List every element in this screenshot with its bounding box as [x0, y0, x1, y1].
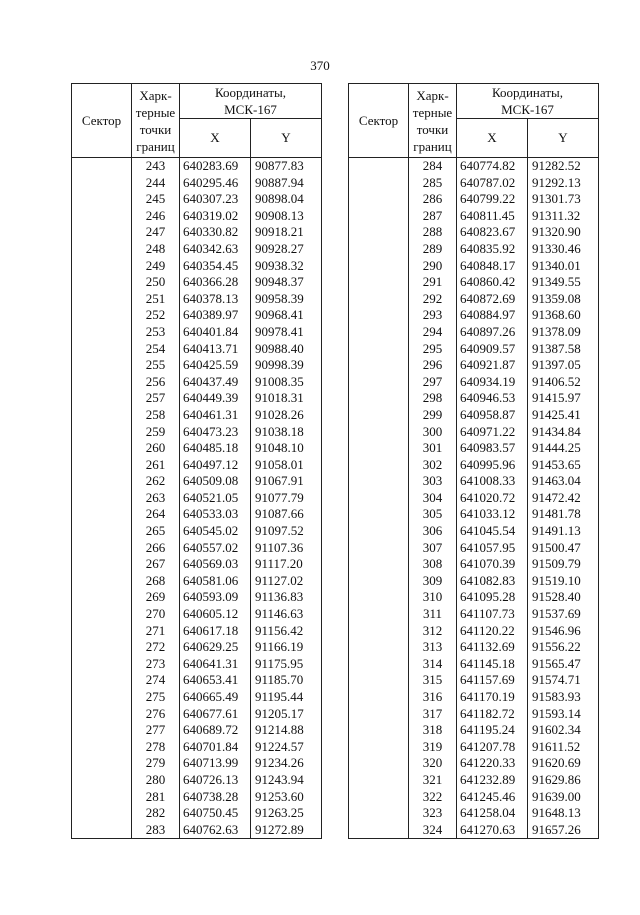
y-coordinate-cell: 91008.35 — [251, 374, 322, 391]
x-coordinate-cell: 640389.97 — [180, 307, 251, 324]
y-coordinate-cell: 91593.14 — [528, 706, 599, 723]
x-coordinate-cell: 640811.45 — [457, 208, 528, 225]
x-coordinate-cell: 640897.26 — [457, 324, 528, 341]
x-coordinate-cell: 640665.49 — [180, 689, 251, 706]
y-coordinate-cell: 90928.27 — [251, 241, 322, 258]
point-number-cell: 281 — [132, 789, 180, 806]
point-number-cell: 286 — [409, 191, 457, 208]
point-number-cell: 266 — [132, 540, 180, 557]
point-number-cell: 307 — [409, 540, 457, 557]
point-number-cell: 251 — [132, 291, 180, 308]
y-coordinate-cell: 91097.52 — [251, 523, 322, 540]
y-coordinate-cell: 91272.89 — [251, 822, 322, 839]
y-coordinate-cell: 91481.78 — [528, 506, 599, 523]
y-coordinate-cell: 91425.41 — [528, 407, 599, 424]
header-coord-line: Координаты, — [215, 85, 286, 100]
point-number-cell: 305 — [409, 506, 457, 523]
x-coordinate-cell: 641132.69 — [457, 639, 528, 656]
x-coordinate-cell: 640774.82 — [457, 158, 528, 175]
y-coordinate-cell: 91136.83 — [251, 589, 322, 606]
y-coordinate-cell: 91234.26 — [251, 755, 322, 772]
point-number-cell: 298 — [409, 390, 457, 407]
point-number-cell: 258 — [132, 407, 180, 424]
y-coordinate-cell: 91500.47 — [528, 540, 599, 557]
x-coordinate-cell: 640593.09 — [180, 589, 251, 606]
y-coordinate-cell: 91519.10 — [528, 573, 599, 590]
coordinates-table-right — [348, 83, 599, 839]
x-coordinate-cell: 641120.22 — [457, 623, 528, 640]
x-coordinate-cell: 640617.18 — [180, 623, 251, 640]
y-coordinate-cell: 91330.46 — [528, 241, 599, 258]
point-number-cell: 283 — [132, 822, 180, 839]
table-body-left — [72, 158, 322, 839]
point-number-cell: 278 — [132, 739, 180, 756]
point-number-cell: 269 — [132, 589, 180, 606]
x-coordinate-cell: 640581.06 — [180, 573, 251, 590]
header-x: X — [457, 119, 528, 158]
x-coordinate-cell: 640738.28 — [180, 789, 251, 806]
y-coordinate-cell: 91117.20 — [251, 556, 322, 573]
point-number-cell: 262 — [132, 473, 180, 490]
x-coordinate-cell: 641170.19 — [457, 689, 528, 706]
coordinates-table-left — [71, 83, 322, 839]
y-coordinate-cell: 91583.93 — [528, 689, 599, 706]
point-number-cell: 311 — [409, 606, 457, 623]
point-number-cell: 312 — [409, 623, 457, 640]
point-number-cell: 279 — [132, 755, 180, 772]
x-coordinate-cell: 640713.99 — [180, 755, 251, 772]
point-number-cell: 257 — [132, 390, 180, 407]
y-coordinate-cell: 91185.70 — [251, 672, 322, 689]
x-coordinate-cell: 641008.33 — [457, 473, 528, 490]
point-number-cell: 301 — [409, 440, 457, 457]
x-coordinate-cell: 640330.82 — [180, 224, 251, 241]
point-number-cell: 300 — [409, 424, 457, 441]
point-number-cell: 317 — [409, 706, 457, 723]
x-coordinate-cell: 640750.45 — [180, 805, 251, 822]
x-coordinate-cell: 640823.67 — [457, 224, 528, 241]
x-coordinate-cell: 640762.63 — [180, 822, 251, 839]
point-number-cell: 253 — [132, 324, 180, 341]
y-coordinate-cell: 90918.21 — [251, 224, 322, 241]
point-number-cell: 308 — [409, 556, 457, 573]
point-number-cell: 288 — [409, 224, 457, 241]
y-coordinate-cell: 91340.01 — [528, 258, 599, 275]
header-coord-line: МСК-167 — [224, 102, 277, 117]
y-coordinate-cell: 91415.97 — [528, 390, 599, 407]
y-coordinate-cell: 91574.71 — [528, 672, 599, 689]
y-coordinate-cell: 90998.39 — [251, 357, 322, 374]
x-coordinate-cell: 640726.13 — [180, 772, 251, 789]
header-char-points — [409, 84, 457, 158]
y-coordinate-cell: 91320.90 — [528, 224, 599, 241]
page-number: 370 — [310, 58, 330, 73]
x-coordinate-cell: 640689.72 — [180, 722, 251, 739]
point-number-cell: 249 — [132, 258, 180, 275]
x-coordinate-cell: 641145.18 — [457, 656, 528, 673]
x-coordinate-cell: 640701.84 — [180, 739, 251, 756]
y-coordinate-cell: 91166.19 — [251, 639, 322, 656]
x-coordinate-cell: 641258.04 — [457, 805, 528, 822]
point-number-cell: 319 — [409, 739, 457, 756]
x-coordinate-cell: 640934.19 — [457, 374, 528, 391]
y-coordinate-cell: 91067.91 — [251, 473, 322, 490]
point-number-cell: 299 — [409, 407, 457, 424]
x-coordinate-cell: 641070.39 — [457, 556, 528, 573]
point-number-cell: 323 — [409, 805, 457, 822]
y-coordinate-cell: 91463.04 — [528, 473, 599, 490]
x-coordinate-cell: 640295.46 — [180, 175, 251, 192]
point-number-cell: 289 — [409, 241, 457, 258]
y-coordinate-cell: 91127.02 — [251, 573, 322, 590]
point-number-cell: 273 — [132, 656, 180, 673]
point-number-cell: 290 — [409, 258, 457, 275]
point-number-cell: 310 — [409, 589, 457, 606]
header-char-points — [132, 84, 180, 158]
y-coordinate-cell: 91556.22 — [528, 639, 599, 656]
x-coordinate-cell: 640342.63 — [180, 241, 251, 258]
y-coordinate-cell: 91077.79 — [251, 490, 322, 507]
y-coordinate-cell: 91048.10 — [251, 440, 322, 457]
point-number-cell: 275 — [132, 689, 180, 706]
x-coordinate-cell: 640641.31 — [180, 656, 251, 673]
point-number-cell: 284 — [409, 158, 457, 175]
header-coord-line: МСК-167 — [501, 102, 554, 117]
y-coordinate-cell: 91472.42 — [528, 490, 599, 507]
x-coordinate-cell: 640872.69 — [457, 291, 528, 308]
y-coordinate-cell: 91648.13 — [528, 805, 599, 822]
y-coordinate-cell: 91537.69 — [528, 606, 599, 623]
point-number-cell: 292 — [409, 291, 457, 308]
x-coordinate-cell: 641195.24 — [457, 722, 528, 739]
y-coordinate-cell: 91282.52 — [528, 158, 599, 175]
x-coordinate-cell: 641107.73 — [457, 606, 528, 623]
point-number-cell: 261 — [132, 457, 180, 474]
x-coordinate-cell: 640497.12 — [180, 457, 251, 474]
point-number-cell: 245 — [132, 191, 180, 208]
y-coordinate-cell: 91359.08 — [528, 291, 599, 308]
y-coordinate-cell: 91349.55 — [528, 274, 599, 291]
x-coordinate-cell: 641045.54 — [457, 523, 528, 540]
y-coordinate-cell: 91107.36 — [251, 540, 322, 557]
point-number-cell: 272 — [132, 639, 180, 656]
point-number-cell: 254 — [132, 341, 180, 358]
x-coordinate-cell: 640971.22 — [457, 424, 528, 441]
point-number-cell: 320 — [409, 755, 457, 772]
point-number-cell: 243 — [132, 158, 180, 175]
x-coordinate-cell: 640307.23 — [180, 191, 251, 208]
x-coordinate-cell: 640605.12 — [180, 606, 251, 623]
point-number-cell: 267 — [132, 556, 180, 573]
x-coordinate-cell: 640378.13 — [180, 291, 251, 308]
x-coordinate-cell: 640485.18 — [180, 440, 251, 457]
header-char-line: точки — [139, 121, 172, 137]
point-number-cell: 303 — [409, 473, 457, 490]
y-coordinate-cell: 91253.60 — [251, 789, 322, 806]
y-coordinate-cell: 91657.26 — [528, 822, 599, 839]
y-coordinate-cell: 90898.04 — [251, 191, 322, 208]
y-coordinate-cell: 91243.94 — [251, 772, 322, 789]
point-number-cell: 246 — [132, 208, 180, 225]
header-y: Y — [251, 119, 322, 158]
header-sector: Сектор — [72, 84, 132, 158]
x-coordinate-cell: 640521.05 — [180, 490, 251, 507]
y-coordinate-cell: 91444.25 — [528, 440, 599, 457]
y-coordinate-cell: 90887.94 — [251, 175, 322, 192]
x-coordinate-cell: 640860.42 — [457, 274, 528, 291]
y-coordinate-cell: 91629.86 — [528, 772, 599, 789]
x-coordinate-cell: 640449.39 — [180, 390, 251, 407]
point-number-cell: 252 — [132, 307, 180, 324]
point-number-cell: 248 — [132, 241, 180, 258]
x-coordinate-cell: 640283.69 — [180, 158, 251, 175]
x-coordinate-cell: 640835.92 — [457, 241, 528, 258]
y-coordinate-cell: 91620.69 — [528, 755, 599, 772]
x-coordinate-cell: 641207.78 — [457, 739, 528, 756]
x-coordinate-cell: 641182.72 — [457, 706, 528, 723]
point-number-cell: 318 — [409, 722, 457, 739]
y-coordinate-cell: 91378.09 — [528, 324, 599, 341]
x-coordinate-cell: 641245.46 — [457, 789, 528, 806]
point-number-cell: 282 — [132, 805, 180, 822]
point-number-cell: 250 — [132, 274, 180, 291]
y-coordinate-cell: 91058.01 — [251, 457, 322, 474]
x-coordinate-cell: 641082.83 — [457, 573, 528, 590]
y-coordinate-cell: 91639.00 — [528, 789, 599, 806]
header-char-line: терные — [412, 104, 453, 120]
y-coordinate-cell: 90988.40 — [251, 341, 322, 358]
point-number-cell: 276 — [132, 706, 180, 723]
point-number-cell: 287 — [409, 208, 457, 225]
x-coordinate-cell: 640884.97 — [457, 307, 528, 324]
x-coordinate-cell: 641270.63 — [457, 822, 528, 839]
header-char-line: границ — [413, 138, 452, 154]
header-sector: Сектор — [349, 84, 409, 158]
point-number-cell: 271 — [132, 623, 180, 640]
y-coordinate-cell: 91565.47 — [528, 656, 599, 673]
point-number-cell: 280 — [132, 772, 180, 789]
point-number-cell: 304 — [409, 490, 457, 507]
y-coordinate-cell: 91205.17 — [251, 706, 322, 723]
y-coordinate-cell: 91397.05 — [528, 357, 599, 374]
x-coordinate-cell: 640848.17 — [457, 258, 528, 275]
point-number-cell: 293 — [409, 307, 457, 324]
header-coordinates — [180, 84, 322, 119]
y-coordinate-cell: 91546.96 — [528, 623, 599, 640]
point-number-cell: 244 — [132, 175, 180, 192]
point-number-cell: 265 — [132, 523, 180, 540]
x-coordinate-cell: 640909.57 — [457, 341, 528, 358]
y-coordinate-cell: 91368.60 — [528, 307, 599, 324]
sector-cell — [72, 158, 132, 839]
x-coordinate-cell: 640354.45 — [180, 258, 251, 275]
y-coordinate-cell: 90908.13 — [251, 208, 322, 225]
x-coordinate-cell: 640629.25 — [180, 639, 251, 656]
point-number-cell: 322 — [409, 789, 457, 806]
point-number-cell: 268 — [132, 573, 180, 590]
header-char-line: точки — [416, 121, 449, 137]
point-number-cell: 297 — [409, 374, 457, 391]
point-number-cell: 260 — [132, 440, 180, 457]
y-coordinate-cell: 90978.41 — [251, 324, 322, 341]
point-number-cell: 294 — [409, 324, 457, 341]
header-char-line: Харк- — [139, 87, 172, 103]
point-number-cell: 309 — [409, 573, 457, 590]
point-number-cell: 259 — [132, 424, 180, 441]
y-coordinate-cell: 91224.57 — [251, 739, 322, 756]
x-coordinate-cell: 640653.41 — [180, 672, 251, 689]
y-coordinate-cell: 91214.88 — [251, 722, 322, 739]
header-x: X — [180, 119, 251, 158]
point-number-cell: 256 — [132, 374, 180, 391]
y-coordinate-cell: 91491.13 — [528, 523, 599, 540]
point-number-cell: 255 — [132, 357, 180, 374]
header-char-line: терные — [135, 104, 176, 120]
point-number-cell: 285 — [409, 175, 457, 192]
y-coordinate-cell: 91509.79 — [528, 556, 599, 573]
y-coordinate-cell: 91528.40 — [528, 589, 599, 606]
y-coordinate-cell: 90938.32 — [251, 258, 322, 275]
point-number-cell: 263 — [132, 490, 180, 507]
point-number-cell: 313 — [409, 639, 457, 656]
y-coordinate-cell: 90968.41 — [251, 307, 322, 324]
y-coordinate-cell: 90877.83 — [251, 158, 322, 175]
y-coordinate-cell: 90958.39 — [251, 291, 322, 308]
y-coordinate-cell: 91263.25 — [251, 805, 322, 822]
x-coordinate-cell: 640787.02 — [457, 175, 528, 192]
x-coordinate-cell: 640319.02 — [180, 208, 251, 225]
y-coordinate-cell: 91195.44 — [251, 689, 322, 706]
x-coordinate-cell: 641095.28 — [457, 589, 528, 606]
x-coordinate-cell: 640437.49 — [180, 374, 251, 391]
x-coordinate-cell: 641220.33 — [457, 755, 528, 772]
y-coordinate-cell: 91292.13 — [528, 175, 599, 192]
point-number-cell: 291 — [409, 274, 457, 291]
point-number-cell: 295 — [409, 341, 457, 358]
point-number-cell: 306 — [409, 523, 457, 540]
x-coordinate-cell: 641232.89 — [457, 772, 528, 789]
point-number-cell: 274 — [132, 672, 180, 689]
x-coordinate-cell: 640983.57 — [457, 440, 528, 457]
x-coordinate-cell: 640533.03 — [180, 506, 251, 523]
y-coordinate-cell: 91311.32 — [528, 208, 599, 225]
point-number-cell: 314 — [409, 656, 457, 673]
y-coordinate-cell: 90948.37 — [251, 274, 322, 291]
x-coordinate-cell: 640461.31 — [180, 407, 251, 424]
y-coordinate-cell: 91406.52 — [528, 374, 599, 391]
header-y: Y — [528, 119, 599, 158]
x-coordinate-cell: 640946.53 — [457, 390, 528, 407]
point-number-cell: 277 — [132, 722, 180, 739]
x-coordinate-cell: 640995.96 — [457, 457, 528, 474]
header-coordinates — [457, 84, 599, 119]
header-coord-line: Координаты, — [492, 85, 563, 100]
x-coordinate-cell: 641033.12 — [457, 506, 528, 523]
x-coordinate-cell: 640677.61 — [180, 706, 251, 723]
point-number-cell: 270 — [132, 606, 180, 623]
x-coordinate-cell: 640509.08 — [180, 473, 251, 490]
table-row — [349, 158, 599, 175]
header-char-line: границ — [136, 138, 175, 154]
x-coordinate-cell: 640366.28 — [180, 274, 251, 291]
header-char-line: Харк- — [416, 87, 449, 103]
y-coordinate-cell: 91175.95 — [251, 656, 322, 673]
x-coordinate-cell: 640413.71 — [180, 341, 251, 358]
point-number-cell: 324 — [409, 822, 457, 839]
point-number-cell: 247 — [132, 224, 180, 241]
y-coordinate-cell: 91146.63 — [251, 606, 322, 623]
table-body-right — [349, 158, 599, 839]
y-coordinate-cell: 91453.65 — [528, 457, 599, 474]
point-number-cell: 316 — [409, 689, 457, 706]
point-number-cell: 264 — [132, 506, 180, 523]
x-coordinate-cell: 640425.59 — [180, 357, 251, 374]
sector-cell — [349, 158, 409, 839]
point-number-cell: 315 — [409, 672, 457, 689]
y-coordinate-cell: 91301.73 — [528, 191, 599, 208]
point-number-cell: 302 — [409, 457, 457, 474]
y-coordinate-cell: 91087.66 — [251, 506, 322, 523]
x-coordinate-cell: 640921.87 — [457, 357, 528, 374]
point-number-cell: 296 — [409, 357, 457, 374]
y-coordinate-cell: 91156.42 — [251, 623, 322, 640]
x-coordinate-cell: 640545.02 — [180, 523, 251, 540]
y-coordinate-cell: 91434.84 — [528, 424, 599, 441]
x-coordinate-cell: 640958.87 — [457, 407, 528, 424]
x-coordinate-cell: 641020.72 — [457, 490, 528, 507]
x-coordinate-cell: 640799.22 — [457, 191, 528, 208]
y-coordinate-cell: 91611.52 — [528, 739, 599, 756]
x-coordinate-cell: 641157.69 — [457, 672, 528, 689]
table-row — [72, 158, 322, 175]
y-coordinate-cell: 91602.34 — [528, 722, 599, 739]
y-coordinate-cell: 91018.31 — [251, 390, 322, 407]
x-coordinate-cell: 640401.84 — [180, 324, 251, 341]
x-coordinate-cell: 641057.95 — [457, 540, 528, 557]
y-coordinate-cell: 91028.26 — [251, 407, 322, 424]
point-number-cell: 321 — [409, 772, 457, 789]
x-coordinate-cell: 640569.03 — [180, 556, 251, 573]
x-coordinate-cell: 640557.02 — [180, 540, 251, 557]
y-coordinate-cell: 91387.58 — [528, 341, 599, 358]
x-coordinate-cell: 640473.23 — [180, 424, 251, 441]
y-coordinate-cell: 91038.18 — [251, 424, 322, 441]
